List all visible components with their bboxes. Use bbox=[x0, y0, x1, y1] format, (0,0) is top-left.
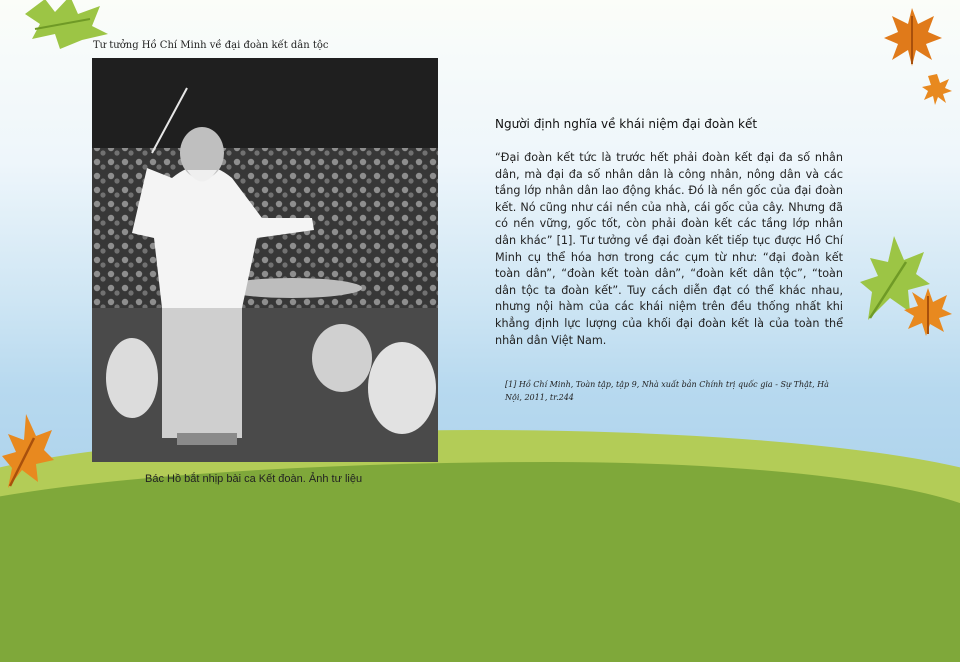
orange-leaf-bottom-left-icon bbox=[0, 408, 56, 490]
orange-leaf-small-right-icon bbox=[920, 72, 954, 106]
section-heading: Người định nghĩa về khái niệm đại đoàn kết bbox=[495, 117, 758, 131]
body-paragraph: “Đại đoàn kết tức là trước hết phải đoàn kết đại đa số nhân dân, mà đại đa số nhân dân là công nhân, nông dân và các tầng lớp nhân dân lao động khác. Đó là nền gốc của đại đoàn kết. Nó cũng như cái nền của nhà, cái gốc của cây. Nhưng đã có nền vững, gốc tốt, còn phải đoàn kết các tầng lớp nhân dân khác” [1]. Tư tưởng về đại đoàn kết tiếp tục được Hồ Chí Minh cụ thể hóa hơn trong các cụm từ như: “đại đoàn kết toàn dân”, “đoàn kết toàn dân”, “đoàn kết dân tộc”, “toàn dân tộc ta đoàn kết”. Tuy cách diễn đạt có thể khác nhau, nhưng nội hàm của các khái niệm trên đều thống nhất khi khẳng định lực lượng của khối đại đoàn kết là của toàn thể nhân dân Việt Nam. bbox=[495, 151, 843, 347]
historical-photo bbox=[92, 58, 438, 462]
photo-caption: Bác Hồ bắt nhịp bài ca Kết đoàn. Ảnh tư liệu bbox=[145, 473, 363, 485]
background-hill-front bbox=[0, 462, 960, 662]
orange-leaf-bottom-right-icon bbox=[902, 286, 954, 338]
footnote: [1] Hồ Chí Minh, Toàn tập, tập 9, Nhà xuất bản Chính trị quốc gia - Sự Thật, Hà Nội, 2011, tr.244 bbox=[505, 380, 829, 402]
orange-leaf-top-right-icon bbox=[882, 6, 944, 68]
slide-title: Tư tưởng Hồ Chí Minh về đại đoàn kết dân tộc bbox=[93, 40, 329, 51]
